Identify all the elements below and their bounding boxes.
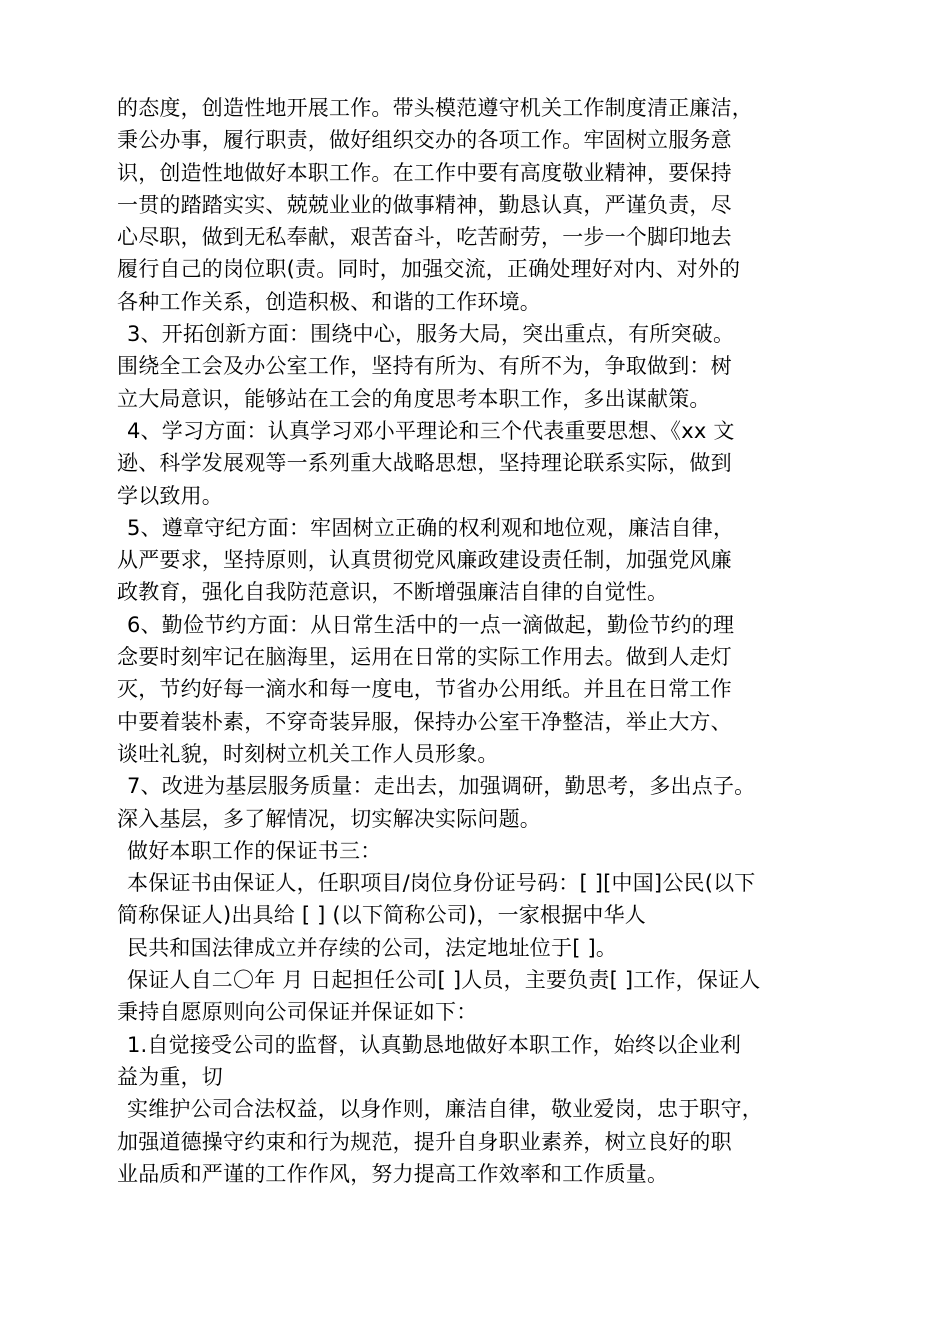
text-line: 学以致用。	[117, 483, 223, 508]
text-line: 念要时刻牢记在脑海里，运用在日常的实际工作用去。做到人走灯	[117, 645, 732, 670]
text-line: 民共和国法律成立并存续的公司，法定地址位于[ ]。	[127, 935, 618, 960]
text-line: 实维护公司合法权益，以身作则，廉洁自律，敬业爱岗，忠于职守，	[127, 1097, 763, 1122]
text-line: 识，创造性地做好本职工作。在工作中要有高度敬业精神，要保持	[117, 160, 732, 185]
text-line: 深入基层，多了解情况，切实解决实际问题。	[117, 806, 541, 831]
text-line: 各种工作关系，创造积极、和谐的工作环境。	[117, 289, 541, 314]
text-line: 保证人自二〇年 月 日起担任公司[ ]人员，主要负责[ ]工作，保证人	[127, 968, 761, 993]
subtitle-line: 做好本职工作的保证书三：	[127, 838, 382, 863]
text-line: 本保证书由保证人，任职项目/岗位身份证号码：[ ][中国]公民(以下	[127, 871, 756, 896]
text-line: 逊、科学发展观等一系列重大战略思想，坚持理论联系实际，做到	[117, 451, 732, 476]
text-line: 围绕全工会及办公室工作，坚持有所为、有所不为，争取做到：树	[117, 354, 732, 379]
text-line: 加强道德操守约束和行为规范，提升自身职业素养，树立良好的职	[117, 1129, 732, 1154]
text-line: 从严要求，坚持原则，认真贯彻党风廉政建设责任制，加强党风廉	[117, 548, 732, 573]
text-line: 政教育，强化自我防范意识，不断增强廉洁自律的自觉性。	[117, 580, 669, 605]
text-line: 灭，节约好每一滴水和每一度电，节省办公用纸。并且在日常工作	[117, 677, 732, 702]
section-heading-line: 7、改进为基层服务质量：走出去，加强调研，勤思考，多出点子。	[127, 774, 756, 799]
text-line: 心尽职，做到无私奉献，艰苦奋斗，吃苦耐劳，一步一个脚印地去	[117, 225, 732, 250]
text-line: 业品质和严谨的工作作风，努力提高工作效率和工作质量。	[117, 1161, 669, 1186]
text-line: 益为重，切	[117, 1064, 223, 1089]
section-heading-line: 3、开拓创新方面：围绕中心，服务大局，突出重点，有所突破。	[127, 322, 735, 347]
section-heading-line: 1.自觉接受公司的监督，认真勤恳地做好本职工作，始终以企业利	[127, 1032, 742, 1057]
text-line: 一贯的踏踏实实、兢兢业业的做事精神，勤恳认真，严谨负责，尽	[117, 192, 732, 217]
text-line: 简称保证人)出具给 [ ] (以下简称公司)，一家根据中华人	[117, 903, 646, 928]
text-line: 秉持自愿原则向公司保证并保证如下：	[117, 1000, 478, 1025]
text-line: 中要着装朴素，不穿奇装异服，保持办公室干净整洁，举止大方、	[117, 709, 732, 734]
document-body	[117, 92, 837, 1190]
section-heading-line: 4、学习方面：认真学习邓小平理论和三个代表重要思想、《xx 文	[127, 418, 735, 443]
text-line: 的态度，创造性地开展工作。带头模范遵守机关工作制度清正廉洁，	[117, 96, 753, 120]
text-line: 谈吐礼貌，时刻树立机关工作人员形象。	[117, 741, 499, 766]
text-line: 秉公办事，履行职责，做好组织交办的各项工作。牢固树立服务意	[117, 128, 732, 153]
text-line: 履行自己的岗位职(责。同时，加强交流，正确处理好对内、对外的	[117, 257, 741, 282]
text-line: 立大局意识，能够站在工会的角度思考本职工作，多出谋献策。	[117, 386, 711, 411]
section-heading-line: 5、遵章守纪方面：牢固树立正确的权利观和地位观，廉洁自律，	[127, 515, 735, 540]
section-heading-line: 6、勤俭节约方面：从日常生活中的一点一滴做起，勤俭节约的理	[127, 612, 735, 637]
